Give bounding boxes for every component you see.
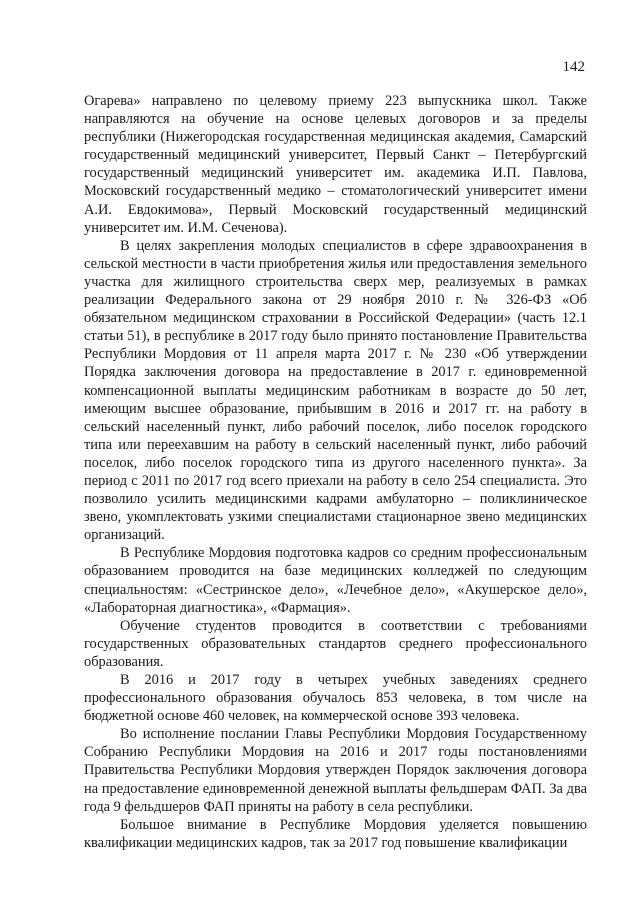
body-text (84, 92, 587, 852)
paragraph-2: В целях закрепления молодых специалистов в сфере здравоохранения в сельской местности в части приобретения жилья или предоставления земельного участка для жилищного строительства сверх мер, реализуемых в рамках реализации Федерального закона от 29 ноября 2010 г. № 326-ФЗ «Об обязательном медицинском страховании в Российской Федерации» (часть 12.1 статьи 51), в республике в 2017 году было принято постановление Правительства Республики Мордовия от 11 апреля марта 2017 г. № 230 «Об утверждении Порядка заключения договора на предоставление в 2017 г. единовременной компенсационной выплаты медицинским работникам в возрасте до 50 лет, имеющим высшее образование, прибывшим в 2016 и 2017 гг. на работу в сельский населенный пункт, либо рабочий поселок, либо поселок городского типа или переехавшим на работу в сельский населенный пункт, либо рабочий поселок, либо поселок городского типа из другого населенного пункта». За период с 2011 по 2017 год всего приехали на работу в село 254 специалиста. Это позволило усилить медицинскими кадрами амбулаторно – поликлиническое звено, укомплектовать узкими специалистами стационарное звено медицинских организаций. (84, 237, 587, 544)
paragraph-3: В Республике Мордовия подготовка кадров со средним профессиональным образованием проводится на базе медицинских колледжей по следующим специальностям: «Сестринское дело», «Лечебное дело», «Акушерское дело», «Лабораторная диагностика», «Фармация». (84, 545, 587, 616)
paragraph-7: Большое внимание в Республике Мордовия уделяется повышению квалификации медицинских кадров, так за 2017 год повышение квалификации (84, 816, 587, 851)
paragraph-1: Огарева» направлено по целевому приему 223 выпускника школ. Также направляются на обучение на основе целевых договоров и за пределы республики (Нижегородская государственная медицинская академия, Самарский государственный медицинский университет, Первый Санкт – Петербургский государственный медицинский университет им. академика И.П. Павлова, Московский государственный медико – стоматологический университет имени А.И. Евдокимова», Первый Московский государственный медицинский университет им. И.М. Сеченова). (84, 93, 587, 236)
page-number: 142 (562, 59, 585, 75)
paragraph-6: Во исполнение послании Главы Республики Мордовия Государственному Собранию Республики Мордовия на 2016 и 2017 годы постановлениями Правительства Республики Мордовия утвержден Порядок заключения договора на предоставление единовременной денежной выплаты фельдшерам ФАП. За два года 9 фельдшеров ФАП приняты на работу в села республики. (84, 726, 587, 815)
paragraph-5: В 2016 и 2017 году в четырех учебных заведениях среднего профессионального образования обучалось 853 человека, в том числе на бюджетной основе 460 человек, на коммерческой основе 393 человека. (84, 672, 587, 725)
paragraph-4: Обучение студентов проводится в соответствии с требованиями государственных образовательных стандартов среднего профессионального образования. (84, 617, 587, 670)
